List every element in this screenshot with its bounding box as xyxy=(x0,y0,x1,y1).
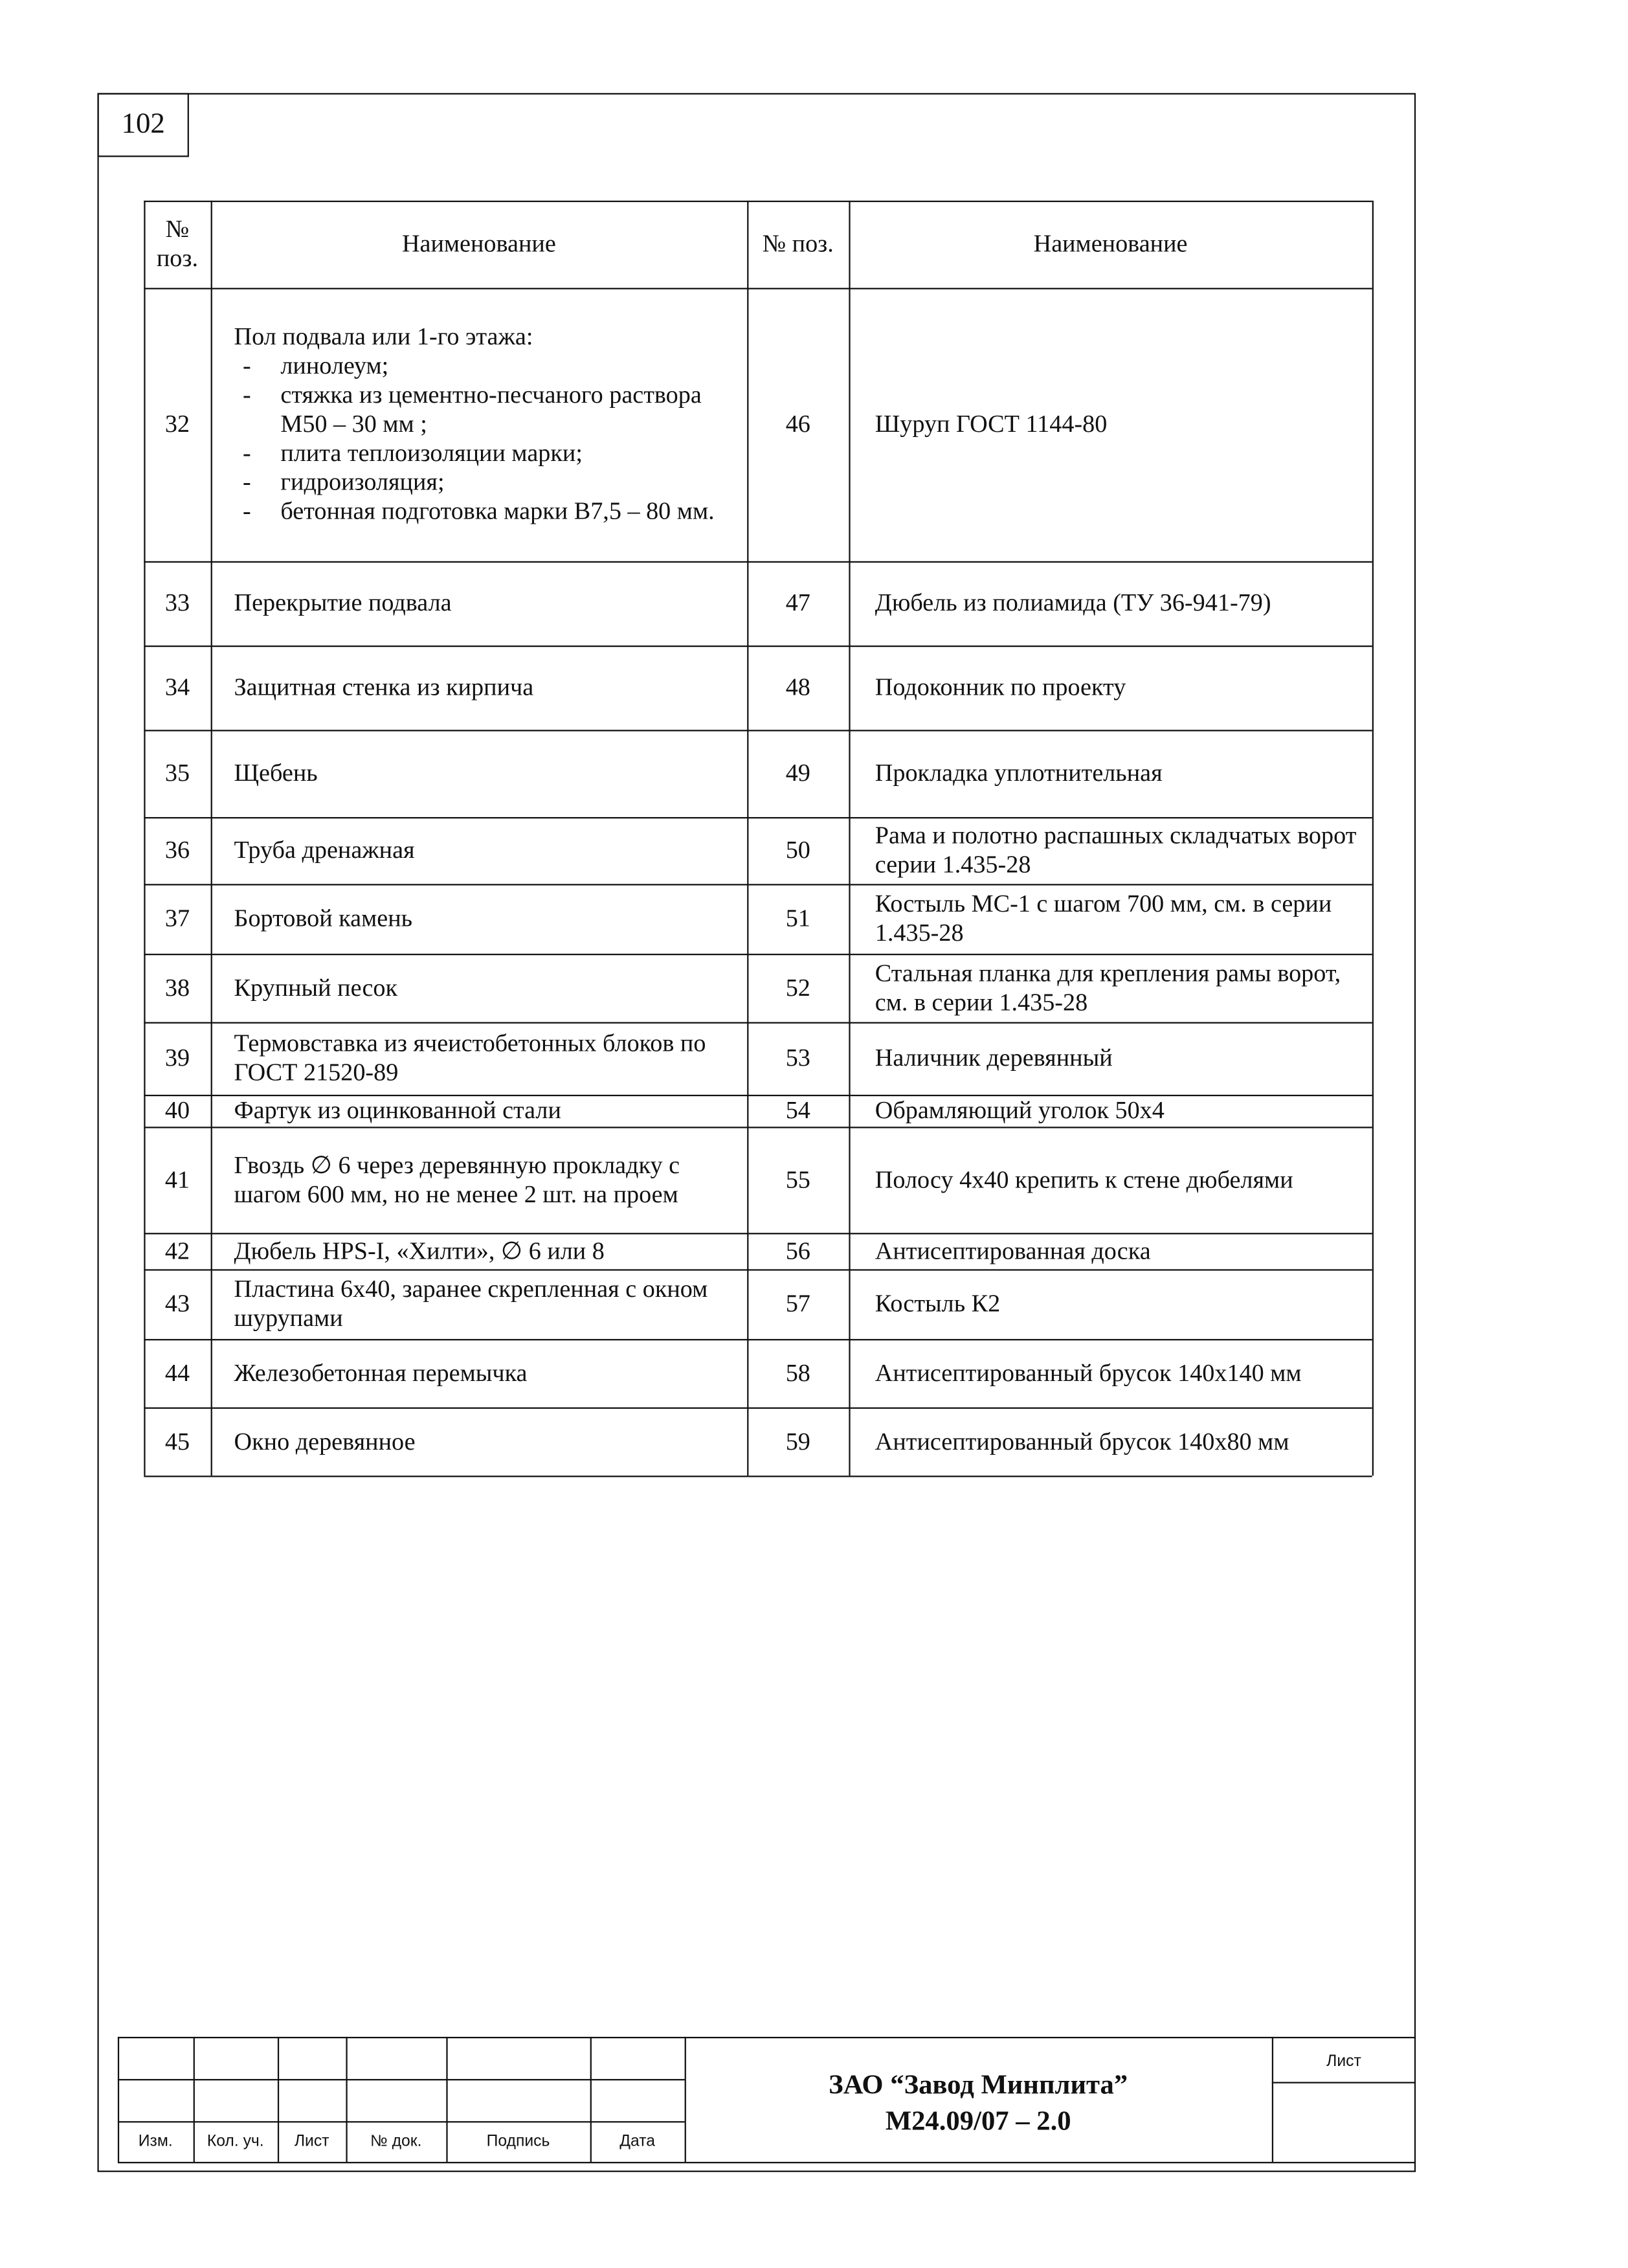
stamp-col-date: Дата xyxy=(619,2133,655,2151)
row-pos-right: 54 xyxy=(785,1096,810,1124)
row-pos-right: 51 xyxy=(785,904,810,932)
row-name-left: Труба дренажная xyxy=(234,836,415,864)
row-name-left: Окно деревянное xyxy=(234,1426,416,1455)
row-pos-left: 37 xyxy=(164,904,190,932)
row-name-right: Антисептированный брусок 140х140 мм xyxy=(875,1358,1302,1387)
floor-layer-item: - линолеум; xyxy=(234,352,736,381)
row-name-left: Перекрытие подвала xyxy=(234,589,452,617)
row-name-left: Железобетонная перемычка xyxy=(234,1358,528,1387)
row-name-left: Пластина 6х40, заранее скрепленная с окном шурупами xyxy=(234,1275,708,1332)
row-pos-left: 43 xyxy=(164,1289,190,1318)
header-name-left: Наименование xyxy=(401,229,556,258)
row-pos-left: 42 xyxy=(164,1236,190,1264)
row-name-right: Антисептированная доска xyxy=(875,1236,1151,1264)
row-name-right: Стальная планка для крепления рамы ворот, см. в серии 1.435-28 xyxy=(875,958,1341,1016)
row-pos-left: 32 xyxy=(164,410,190,438)
row-pos-right: 49 xyxy=(785,759,810,787)
row-pos-left: 34 xyxy=(164,673,190,701)
row-pos-left: 39 xyxy=(164,1044,190,1072)
row-pos-left: 40 xyxy=(164,1096,190,1124)
floor-layer-item: - стяжка из цементно-песчаного раствора М50 – 30 мм ; xyxy=(234,381,736,439)
row-pos-right: 46 xyxy=(785,410,810,438)
row-name-left: Щебень xyxy=(234,759,318,787)
row-name-left: Фартук из оцинкованной стали xyxy=(234,1096,561,1124)
row-pos-right: 55 xyxy=(785,1165,810,1193)
row-name-left: Гвоздь ∅ 6 через деревянную прокладку с шагом 600 мм, но не менее 2 шт. на проем xyxy=(234,1151,680,1207)
table-rule xyxy=(849,201,850,1476)
floor-layer-item: - плита теплоизоляции марки; xyxy=(234,439,736,468)
row-pos-right: 48 xyxy=(785,673,810,701)
row-name-right: Антисептированный брусок 140х80 мм xyxy=(875,1426,1289,1455)
row-pos-right: 47 xyxy=(785,589,810,617)
row-name-left-heading: Пол подвала или 1-го этажа: xyxy=(234,322,533,351)
floor-layer-item: - гидроизоляция; xyxy=(234,468,736,497)
row-pos-left: 41 xyxy=(164,1165,190,1193)
row-pos-left: 35 xyxy=(164,759,190,787)
row-name-right: Полосу 4х40 крепить к стене дюбелями xyxy=(875,1165,1293,1193)
stamp-col-signature: Подпись xyxy=(486,2133,550,2151)
table-rule xyxy=(1372,201,1374,1476)
row-pos-left: 45 xyxy=(164,1426,190,1455)
sheet-label: Лист xyxy=(1326,2052,1361,2071)
row-pos-left: 36 xyxy=(164,836,190,864)
row-name-right: Рама и полотно распашных складчатых ворот серии 1.435-28 xyxy=(875,821,1357,879)
header-pos-right: № поз. xyxy=(762,229,834,258)
row-pos-right: 58 xyxy=(785,1358,810,1387)
page-number: 102 xyxy=(121,107,165,140)
row-name-right: Костыль МС-1 с шагом 700 мм, см. в серии 1.435-28 xyxy=(875,890,1332,947)
row-name-left xyxy=(234,288,736,561)
row-name-right: Костыль К2 xyxy=(875,1289,1001,1318)
floor-layers-list xyxy=(234,352,736,526)
row-name-right: Дюбель из полиамида (ТУ 36-941-79) xyxy=(875,589,1271,617)
row-name-right: Наличник деревянный xyxy=(875,1044,1113,1072)
document-code: М24.09/07 – 2.0 xyxy=(885,2106,1071,2137)
company-name: ЗАО “Завод Минплита” xyxy=(829,2070,1128,2101)
table-rule xyxy=(144,1476,1372,1477)
row-name-left: Крупный песок xyxy=(234,973,398,1002)
row-name-left: Защитная стенка из кирпича xyxy=(234,673,534,701)
row-pos-right: 59 xyxy=(785,1426,810,1455)
row-name-left: Бортовой камень xyxy=(234,904,413,932)
row-name-left: Дюбель HPS-I, «Хилти», ∅ 6 или 8 xyxy=(234,1236,605,1264)
row-name-right: Подоконник по проекту xyxy=(875,673,1126,701)
row-name-right: Прокладка уплотнительная xyxy=(875,759,1163,787)
row-name-left: Термовставка из ячеистобетонных блоков по ГОСТ 21520-89 xyxy=(234,1029,706,1086)
header-pos-left: № поз. xyxy=(156,215,199,272)
stamp-col-list: Лист xyxy=(294,2133,329,2151)
row-pos-right: 52 xyxy=(785,973,810,1002)
stamp-col-izm: Изм. xyxy=(138,2133,173,2151)
row-pos-right: 53 xyxy=(785,1044,810,1072)
row-pos-left: 38 xyxy=(164,973,190,1002)
floor-layer-item: - бетонная подготовка марки В7,5 – 80 мм. xyxy=(234,497,736,526)
row-pos-left: 44 xyxy=(164,1358,190,1387)
row-pos-right: 57 xyxy=(785,1289,810,1318)
stamp-col-kol-uch: Кол. уч. xyxy=(206,2133,264,2151)
row-pos-right: 50 xyxy=(785,836,810,864)
row-pos-left: 33 xyxy=(164,589,190,617)
row-pos-right: 56 xyxy=(785,1236,810,1264)
table-rule xyxy=(211,201,212,1476)
header-name-right: Наименование xyxy=(1033,229,1188,258)
row-name-right: Обрамляющий уголок 50х4 xyxy=(875,1096,1165,1124)
stamp-col-doc-no: № док. xyxy=(370,2133,422,2151)
row-name-right: Шуруп ГОСТ 1144-80 xyxy=(875,410,1108,438)
